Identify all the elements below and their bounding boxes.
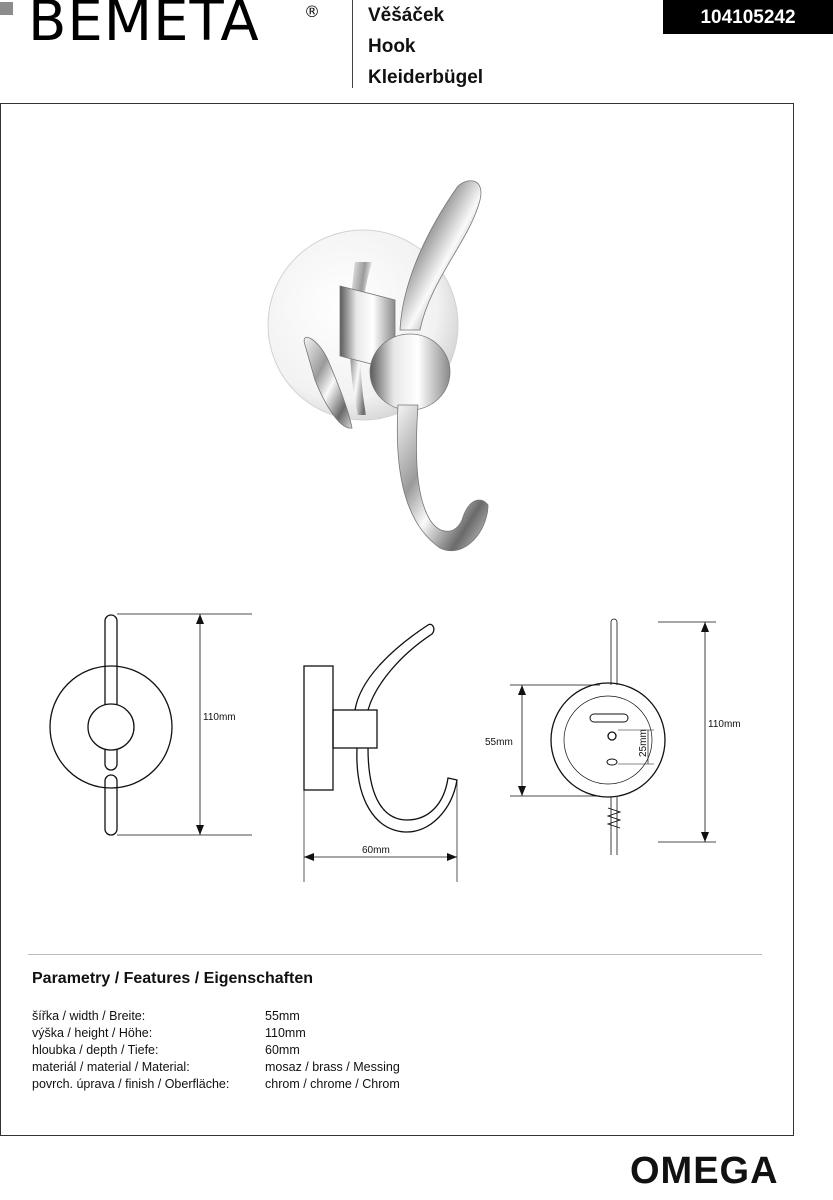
spec-value: 60mm [265,1043,300,1057]
product-name-de: Kleiderbügel [368,67,484,88]
spec-label: šířka / width / Breite: [32,1009,146,1023]
spec-label: výška / height / Höhe: [32,1026,153,1040]
front-height-label: 110mm [203,712,236,723]
side-depth-label: 60mm [362,845,390,856]
spec-label: povrch. úprava / finish / Oberfläche: [32,1077,230,1091]
brand-logo: BEMETA [28,0,260,54]
series-name: OMEGA [630,1150,779,1192]
spec-label: hloubka / depth / Tiefe: [32,1043,159,1057]
product-code: 104105242 [663,0,833,34]
product-photo [268,181,488,551]
spec-value: 110mm [265,1026,306,1040]
front-view-drawing [50,614,252,835]
spec-value: mosaz / brass / Messing [265,1060,400,1074]
spec-value: chrom / chrome / Chrom [265,1077,400,1091]
features-title: Parametry / Features / Eigenschaften [32,970,313,987]
registered-mark: ® [304,2,320,21]
back-height-label: 110mm [708,719,741,730]
hole-spacing-label: 25mm [638,729,649,757]
product-name-en: Hook [368,36,416,57]
product-name-cs: Věšáček [368,5,445,26]
back-width-label: 55mm [485,737,513,748]
side-view-drawing [304,624,457,882]
spec-value: 55mm [265,1009,300,1023]
back-view-drawing [510,619,716,855]
section-divider [28,954,762,955]
spec-label: materiál / material / Material: [32,1060,190,1074]
